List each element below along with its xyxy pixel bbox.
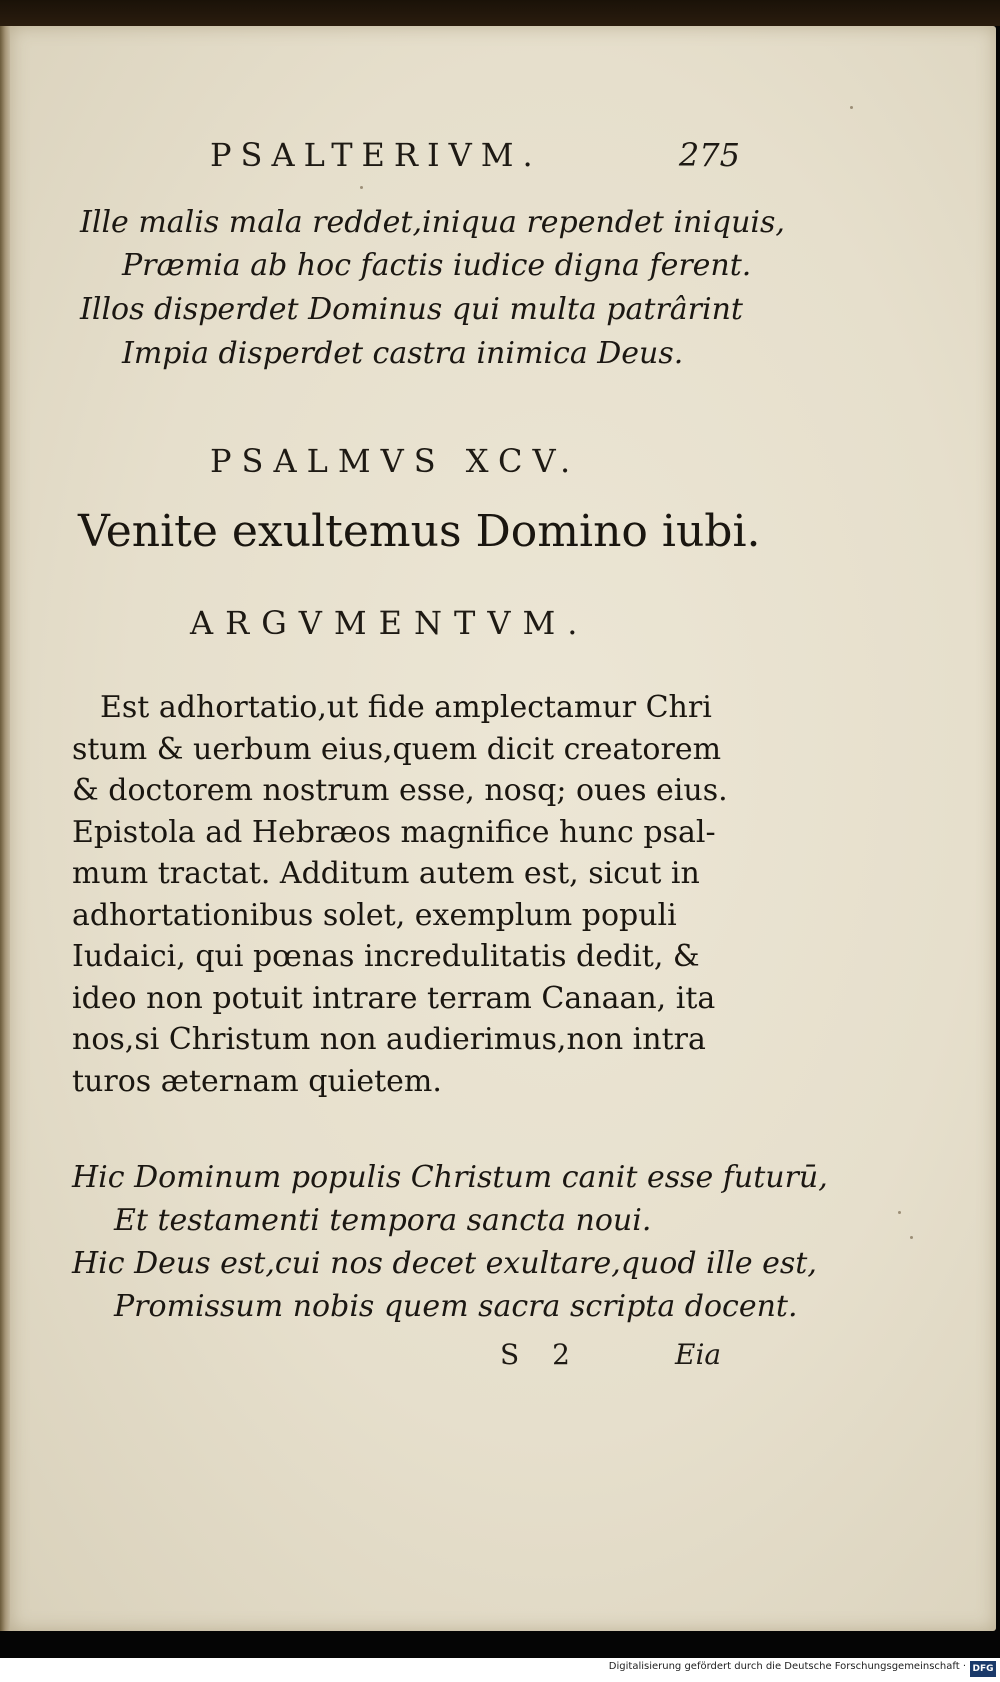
verse-line: Et testamenti tempora sancta noui. xyxy=(114,1203,652,1238)
argument-line: nos,si Christum non audierimus,non intra xyxy=(72,1022,706,1057)
argument-line: Iudaici, qui pœnas incredulitatis dedit, & xyxy=(72,939,700,974)
argument-line: Est adhortatio,ut fide amplectamur Chri xyxy=(100,690,712,725)
paper-speck xyxy=(360,186,363,189)
argument-line: adhortationibus solet, exemplum populi xyxy=(72,898,677,933)
argument-line: turos æternam quietem. xyxy=(72,1064,442,1099)
argument-line: mum tractat. Additum autem est, sicut in xyxy=(72,856,700,891)
argument-line: Epistola ad Hebræos magnifice hunc psal- xyxy=(72,815,716,850)
verse-line: Ille malis mala reddet,iniqua rependet iniquis, xyxy=(80,205,785,240)
book-top-edge xyxy=(0,0,1000,26)
argument-heading: ARGVMENTVM. xyxy=(190,604,590,642)
psalm-heading: PSALMVS XCV. xyxy=(210,442,581,480)
verse-line: Promissum nobis quem sacra scripta docent. xyxy=(114,1289,798,1324)
verse-line: Impia disperdet castra inimica Deus. xyxy=(122,336,684,371)
credit-bar xyxy=(0,1658,1000,1682)
verse-line: Illos disperdet Dominus qui multa patrârint xyxy=(80,292,743,327)
dfg-logo-icon: DFG xyxy=(970,1661,996,1677)
signature-mark: S 2 xyxy=(500,1338,582,1371)
paper-speck xyxy=(850,106,853,109)
verse-line: Hic Deus est,cui nos decet exultare,quod ille est, xyxy=(72,1246,817,1281)
verse-line: Præmia ab hoc factis iudice digna ferent. xyxy=(122,248,752,283)
psalm-incipit: Venite exultemus Domino iubi. xyxy=(78,506,761,557)
digitization-credit: Digitalisierung gefördert durch die Deutsche Forschungsgemeinschaft · xyxy=(608,1661,966,1672)
verse-line: Hic Dominum populis Christum canit esse futurū, xyxy=(72,1160,828,1195)
running-title: PSALTERIVM. xyxy=(210,136,542,174)
argument-line: stum & uerbum eius,quem dicit creatorem xyxy=(72,732,722,767)
catchword: Eia xyxy=(675,1338,722,1371)
argument-line: ideo non potuit intrare terram Canaan, ita xyxy=(72,981,716,1016)
page-number: 275 xyxy=(678,136,740,174)
running-header xyxy=(210,136,740,176)
argument-line: & doctorem nostrum esse, nosq; oues eius. xyxy=(72,773,728,808)
